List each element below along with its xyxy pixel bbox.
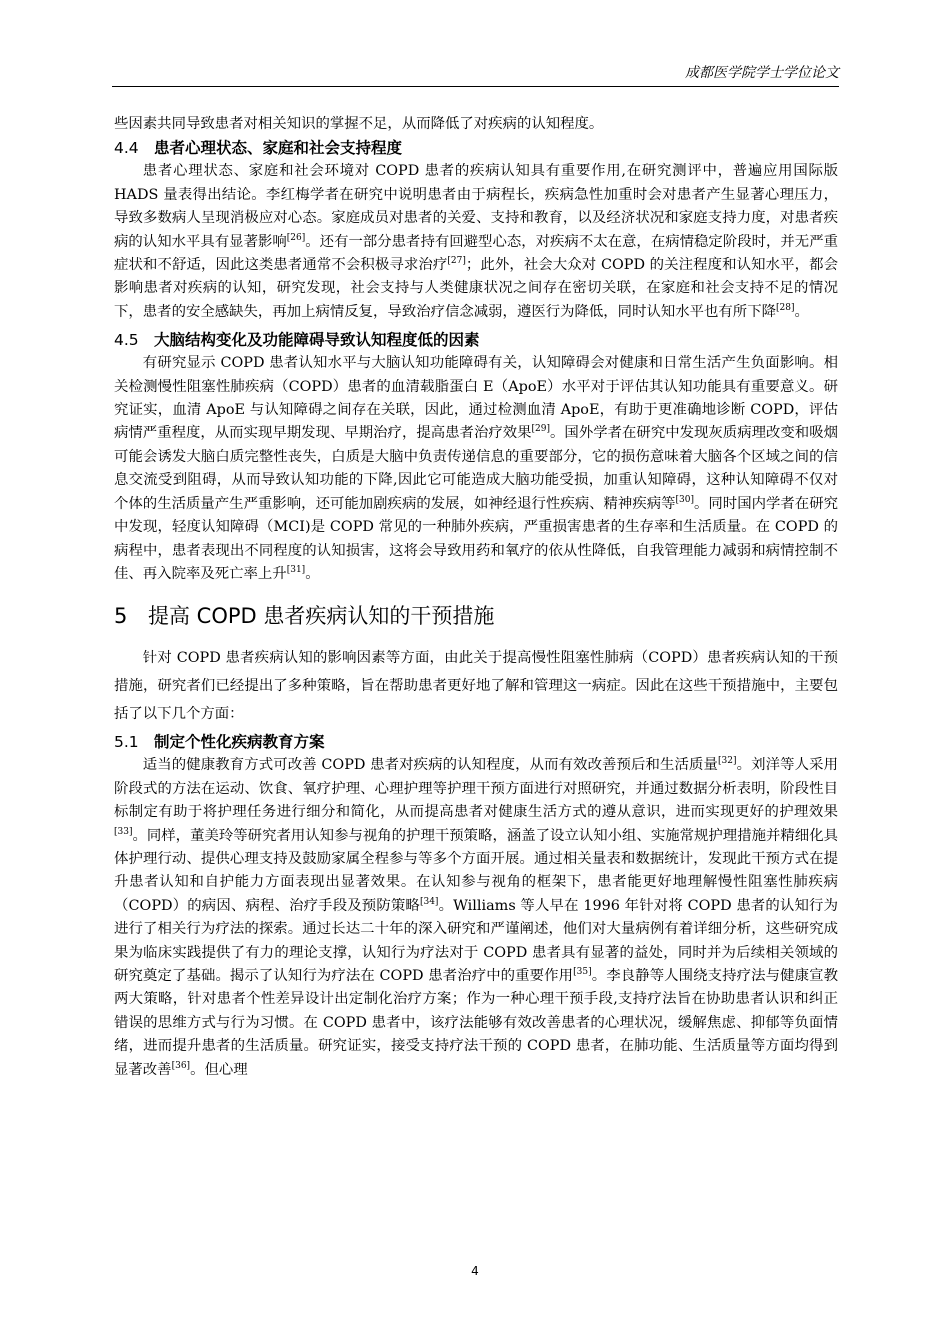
section-heading-5-1	[114, 730, 838, 754]
paragraph	[114, 160, 838, 324]
section-title: 制定个性化疾病教育方案	[154, 733, 325, 752]
text-run: 适当的健康教育方式可改善 COPD 患者对疾病的认知程度，从而有效改善预后和生活质量	[142, 757, 719, 774]
citation: [35]	[573, 966, 592, 977]
section-number: 5.1	[114, 733, 139, 752]
citation: [30]	[675, 494, 694, 505]
citation: [33]	[114, 826, 133, 837]
citation: [32]	[718, 756, 737, 767]
page-number: 4	[471, 1264, 479, 1278]
section-number: 4.5	[114, 331, 139, 350]
citation: [28]	[775, 302, 795, 313]
text-run: 。	[794, 303, 809, 320]
citation: [31]	[286, 564, 306, 575]
citation: [26]	[286, 232, 306, 243]
chapter-number: 5	[114, 604, 128, 629]
section-title: 大脑结构变化及功能障碍导致认知程度低的因素	[154, 331, 480, 350]
text-run: 。还有一部分患者持有回避型心态，对疾病不太在意，在病情稳定阶段时，并无严重症状和不舒适，因此这类患者通常不会积极寻求治疗	[114, 233, 838, 274]
text-run: 。但心理	[190, 1061, 248, 1078]
text-run: 。国外学者在研究中发现灰质病理改变和吸烟可能会诱发大脑白质完整性丧失，白质是大脑中负责传递信息的重要部分，它的损伤意味着大脑各个区域之间的信息交流受到阻碍，从而导致认知功能的下降,因此它可能造成大脑功能受损，加重认知障碍，这种认知障碍不仅对个体的生活质量产生严重影响，还可能加剧疾病的发展，如神经退行性疾病、精神疾病等	[114, 425, 838, 512]
citation: [27]	[447, 256, 466, 267]
section-heading-4-5	[114, 328, 838, 352]
citation: [34]	[419, 896, 439, 907]
continued-paragraph: 些因素共同导致患者对相关知识的掌握不足，从而降低了对疾病的认知程度。	[114, 116, 604, 132]
chapter-title: 提高 COPD 患者疾病认知的干预措施	[148, 604, 495, 629]
citation: [36]	[171, 1060, 191, 1071]
text-run: 患者心理状态、家庭和社会环境对 COPD 患者的疾病认知具有重要作用,在研究测评中，普遍应用国际版 HADS 量表得出结论。李红梅学者在研究中说明患者由于病程长，疾病急性加重时会对患者产生显著心理压力，导致多数病人呈现消极应对心态。家庭成员对患者的关爱、支持和教育，以及经济状况和家庭支持力度，对患者疾病的认知水平具有显著影响	[114, 163, 838, 250]
text-run: 。李良静等人围绕支持疗法与健康宣教两大策略，针对患者个性差异设计出定制化治疗方案；作为一种心理干预手段,支持疗法旨在协助患者认识和纠正错误的思维方式与行为习惯。在 COPD 患者中，该疗法能够有效改善患者的心理状况，缓解焦虑、抑郁等负面情绪，进而提升患者的生活质量。研究证实，接受支持疗法干预的 COPD 患者，在肺功能、生活质量等方面均得到显著改善	[114, 967, 838, 1078]
page-body	[114, 113, 838, 1082]
section-heading-4-4	[114, 136, 838, 160]
section-title: 患者心理状态、家庭和社会支持程度	[154, 139, 403, 158]
citation: [29]	[531, 424, 551, 435]
text-run: 。	[305, 565, 320, 582]
text-run: 。同时国内学者在研究中发现，轻度认知障碍（MCI)是 COPD 常见的一种肺外疾病，严重损害患者的生存率和生活质量。在 COPD 的病程中，患者表现出不同程度的认知损害，这将会导致用药和氧疗的依从性降低，自我管理能力减弱和病情控制不佳、再入院率及死亡率上升	[114, 495, 838, 582]
paragraph: 针对 COPD 患者疾病认知的影响因素等方面，由此关于提高慢性阻塞性肺病（COPD）患者疾病认知的干预措施，研究者们已经提出了多种策略，旨在帮助患者更好地了解和管理这一病症。因此在这些干预措施中，主要包括了以下几个方面：	[114, 650, 838, 723]
text-run: 。刘洋等人采用阶段式的方法在运动、饮食、氧疗护理、心理护理等护理干预方面进行对照研究，并通过数据分析表明，阶段性目标制定有助于将护理任务进行细分和简化，从而提高患者对健康生活方式的遵从意识，进而实现更好的护理效果	[114, 757, 838, 821]
running-header	[112, 64, 839, 87]
paragraph	[114, 754, 838, 1082]
paragraph	[114, 352, 838, 586]
text-run: 。同样，董美玲等研究者用认知参与视角的护理干预策略，涵盖了设立认知小组、实施常规护理措施并精细化具体护理行动、提供心理支持及鼓励家属全程参与等多个方面开展。通过相关量表和数据统计，发现此干预方式在提升患者认知和自护能力方面表现出显著效果。在认知参与视角的框架下，患者能更好地理解慢性阻塞性肺疾病（COPD）的病因、病程、治疗手段及预防策略	[114, 827, 838, 914]
chapter-heading-5	[114, 600, 838, 632]
thesis-header-title: 成都医学院学士学位论文	[685, 65, 839, 81]
section-number: 4.4	[114, 139, 139, 158]
text-run: ；此外，社会大众对 COPD 的关注程度和认知水平，都会影响患者对疾病的认知，研究发现，社会支持与人类健康状况之间存在密切关联，在家庭和社会支持不足的情况下，患者的安全感缺失，再加上病情反复，导致治疗信念减弱，遵医行为降低，同时认知水平也有所下降	[114, 257, 838, 320]
text-run: 有研究显示 COPD 患者认知水平与大脑认知功能障碍有关，认知障碍会对健康和日常生活产生负面影响。相关检测慢性阻塞性肺疾病（COPD）患者的血清载脂蛋白 E（ApoE）水平对于评估其认知功能具有重要意义。研究证实，血清 ApoE 与认知障碍之间存在关联，因此，通过检测血清 ApoE，有助于更准确地诊断 COPD，评估病情严重程度，从而实现早期发现、早期治疗，提高患者治疗效果	[114, 355, 838, 442]
text-run: 。Williams 等人早在 1996 年针对将 COPD 患者的认知行为进行了相关行为疗法的探索。通过长达二十年的深入研究和严谨阐述，他们对大量病例有着详细分析，这些研究成果为临床实践提供了有力的理论支撑，认知行为疗法对于 COPD 患者具有显著的益处，同时并为后续相关领域的研究奠定了基础。揭示了认知行为疗法在 COPD 患者治疗中的重要作用	[114, 897, 838, 984]
